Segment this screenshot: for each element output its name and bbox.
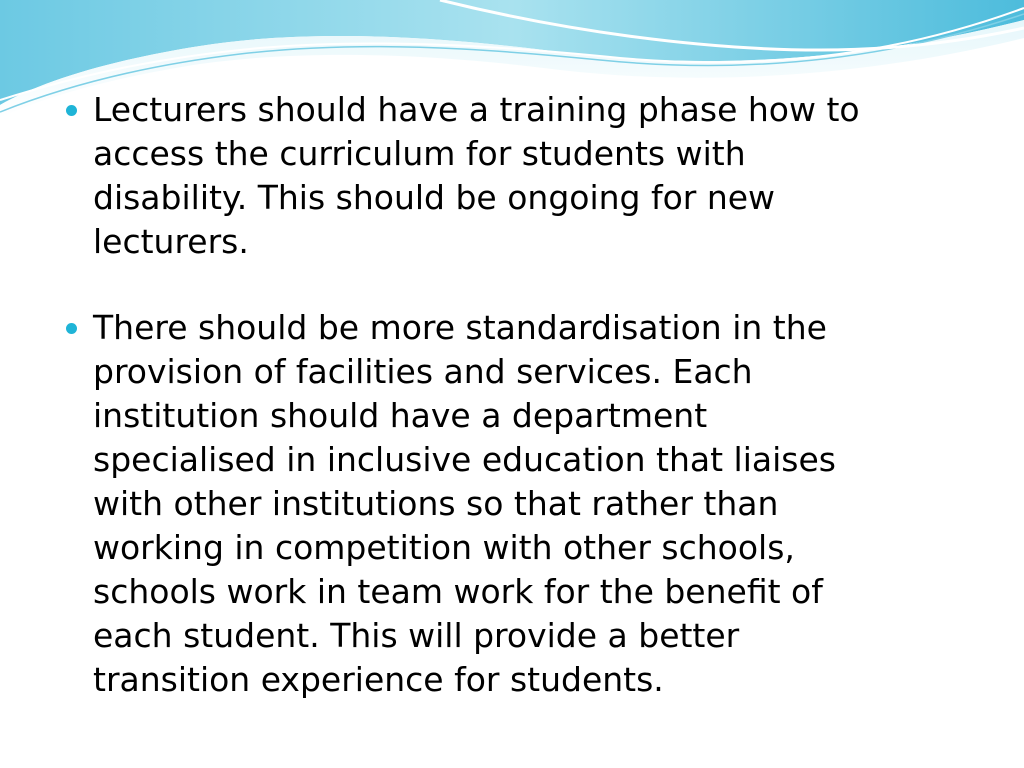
bullet-text: There should be more standardisation in the provision of facilities and services. Each institution should have a department specialised in inclusive education that liaises with other institutions so that rather than working in competition with other schools, schools work in team work for the benefit of each student. This will provide a better transition experience for students. — [93, 308, 836, 699]
bullet-list — [66, 88, 986, 702]
bullet-dot-icon — [66, 105, 77, 116]
bullet-dot-icon — [66, 323, 77, 334]
bullet-item — [66, 306, 986, 702]
bullet-text: Lecturers should have a training phase how to access the curriculum for students with disability. This should be ongoing for new lecturers. — [93, 90, 860, 261]
bullet-item — [66, 88, 986, 264]
